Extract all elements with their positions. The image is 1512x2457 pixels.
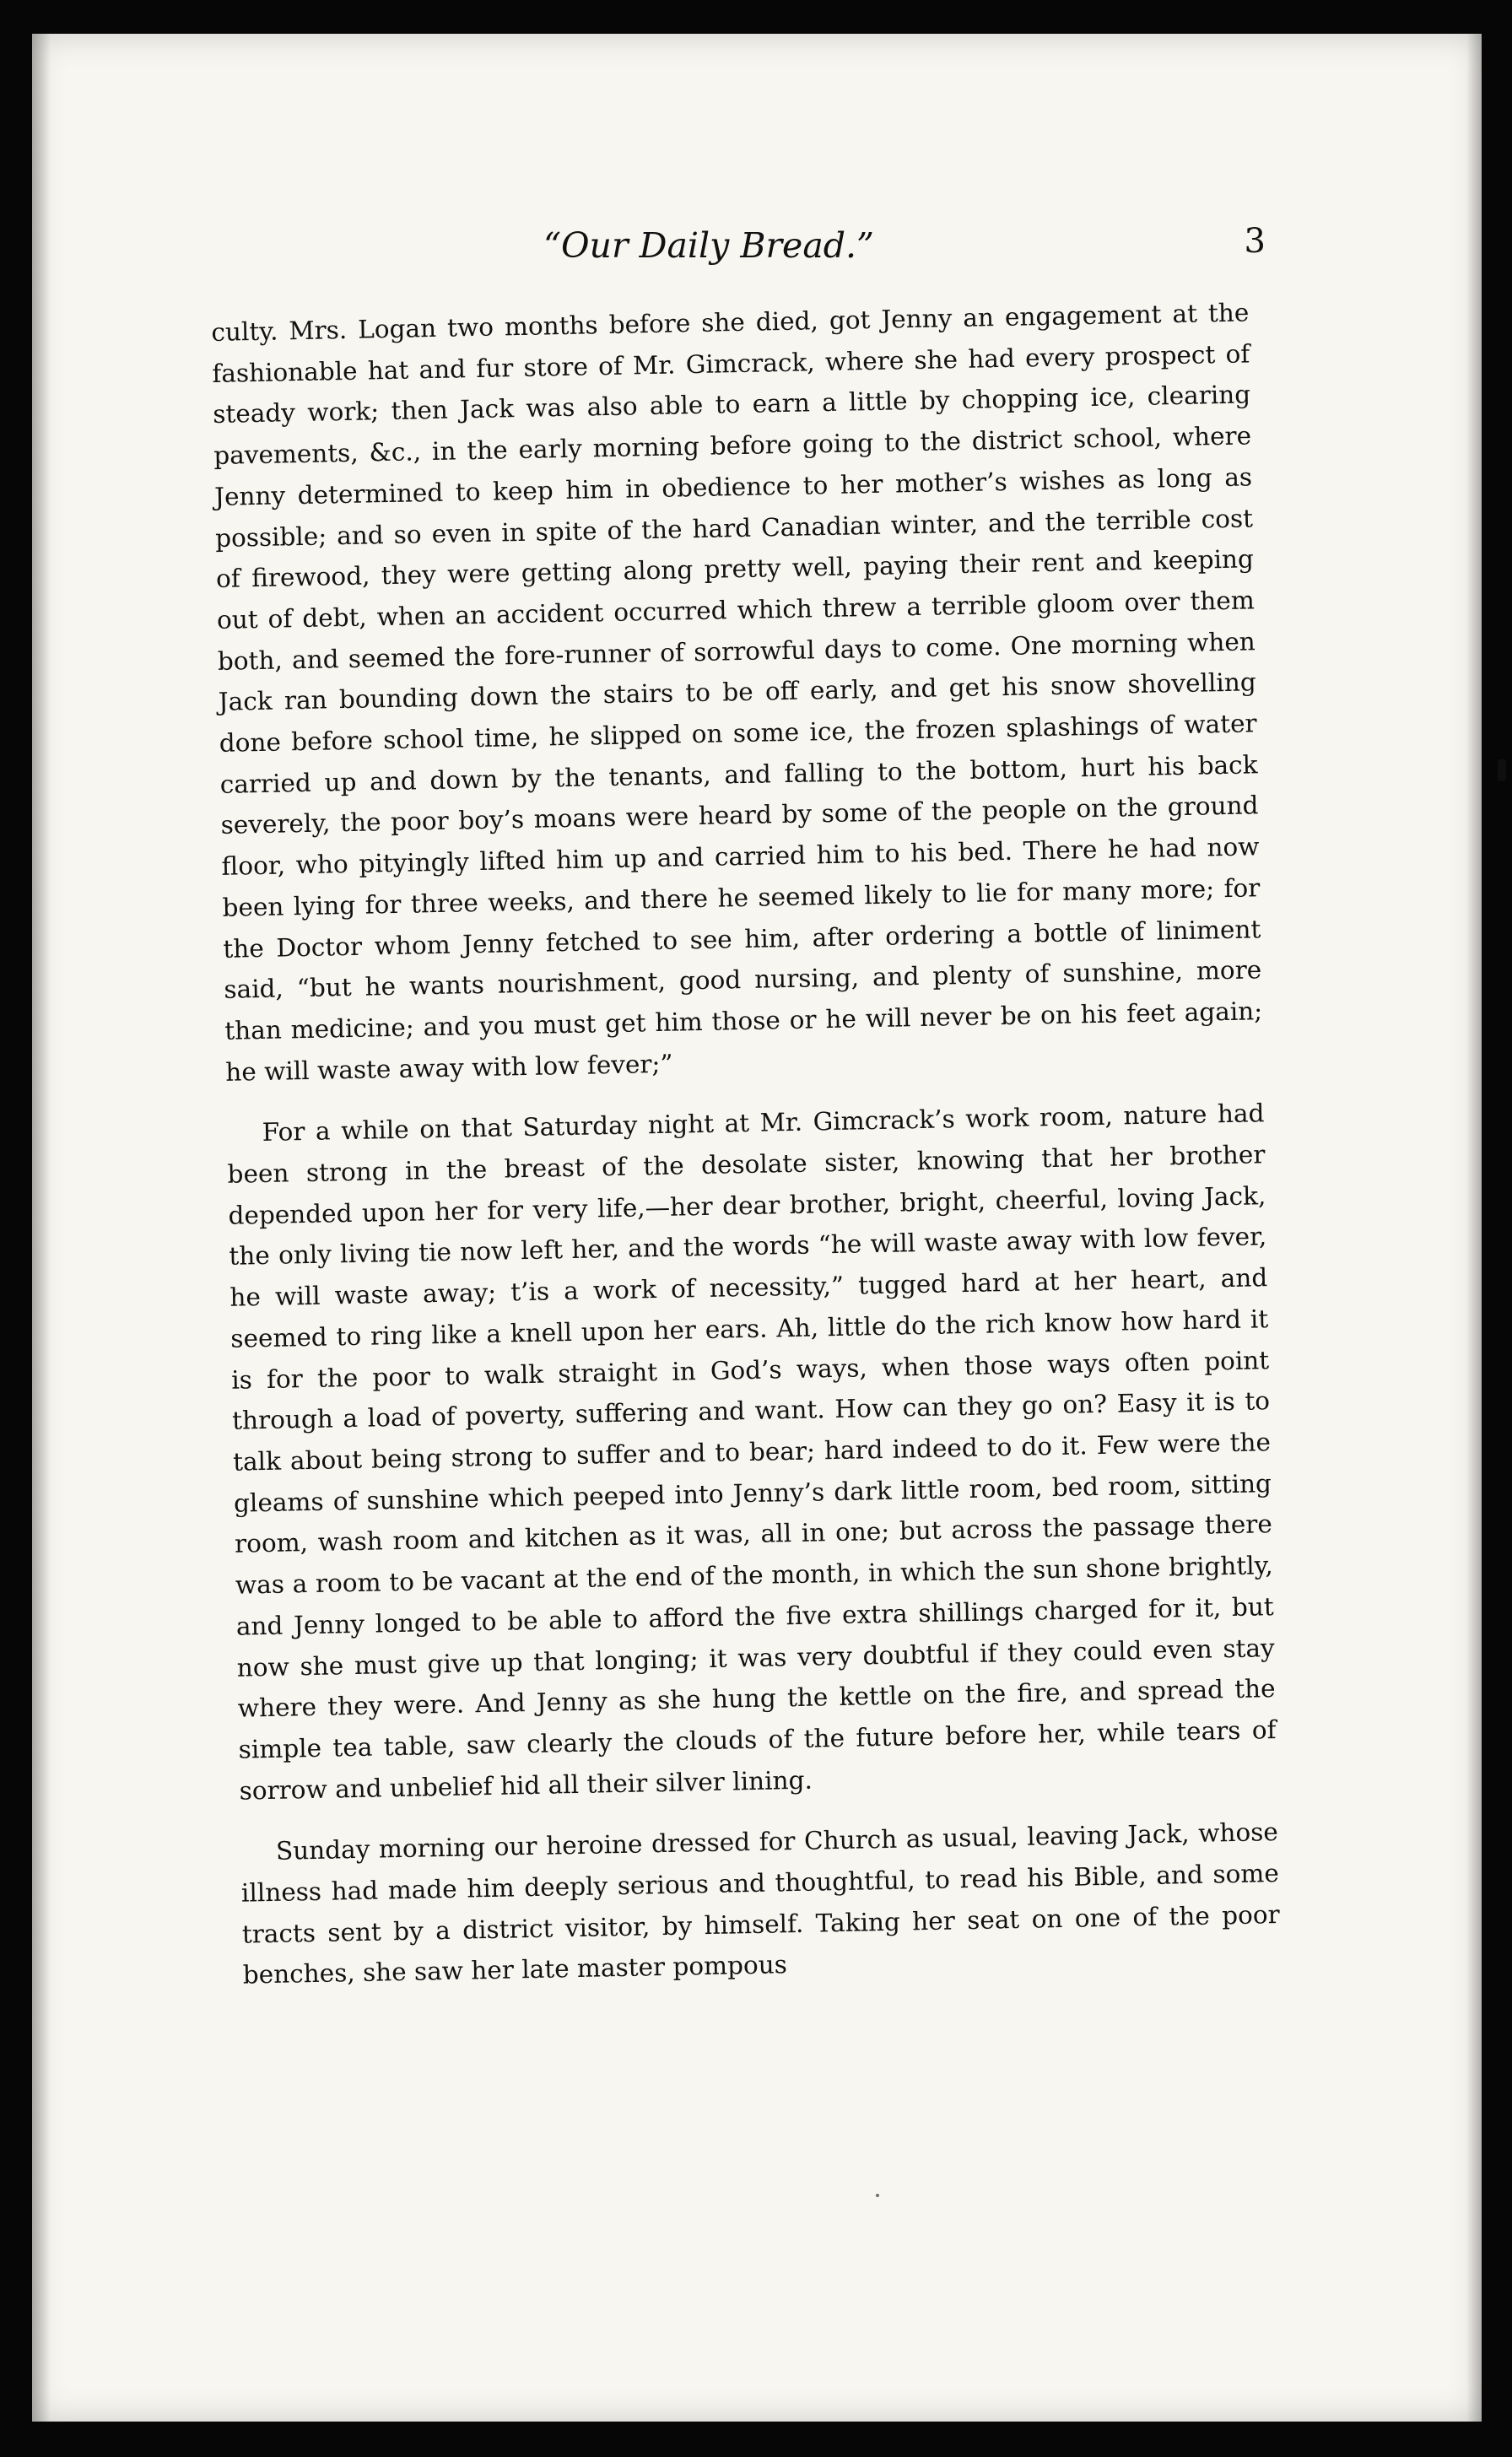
scan-artifact-mark <box>1498 759 1506 781</box>
running-head <box>186 207 1266 283</box>
page-left-shadow <box>32 34 51 2422</box>
paragraph-3: Sunday morning our heroine dressed for Church as usual, leaving Jack, whose illness had made him deeply serious and thoughtful, to read his Bible, and some tracts sent by a district visitor, by himself. Taking her seat on one of the poor benches, she saw her late master pompous <box>240 1817 1281 1990</box>
running-head-title: “Our Daily Bread.” <box>543 225 875 266</box>
paragraph-2: For a while on that Saturday night at Mr. Gimcrack’s work room, nature had been strong in the breast of the desolate sister, knowing that her brother depended upon her for very life,—her dear brother, bright, cheerful, loving Jack, the only living tie now left her, and the words “he will waste away with low fever, he will waste away; t’is a work of necessity,” tugged hard at her heart, and seemed to ring like a knell upon her ears. Ah, little do the rich know how hard it is for the poor to walk straight in God’s ways, when those ways often point through a load of poverty, suffering and want. How can they go on? Easy it is to talk about being strong to suffer and to bear; hard indeed to do it. Few were the gleams of sunshine which peeped into Jenny’s dark little room, bed room, sitting room, wash room and kitchen as it was, all in one; but across the passage there was a room to be vacant at the end of the month, in which the sun shone brightly, and Jenny longed to be able to afford the five extra shillings charged for it, but now she must give up that longing; it was very doubtful if they could even stay where they were. And Jenny as she hung the kettle on the fire, and spread the simple tea table, saw clearly the clouds of the future before her, while tears of sorrow and unbelief hid all their silver lining. <box>227 1099 1277 1806</box>
page-right-shadow <box>1466 34 1482 2422</box>
body-text <box>211 292 1281 1995</box>
scan-dust-speck <box>876 2194 879 2197</box>
paragraph-1: culty. Mrs. Logan two months before she died, got Jenny an engagement at the fashionable hat and fur store of Mr. Gimcrack, where she had every prospect of steady work; then Jack was also able to earn a little by chopping ice, clearing pavements, &c., in the early morning before going to the district school, where Jenny determined to keep him in obedience to her mother’s wishes as long as possible; and so even in spite of the hard Canadian winter, and the terrible cost of firewood, they were getting along pretty well, paying their rent and keeping out of debt, when an accident occurred which threw a terrible gloom over them both, and seemed the fore-runner of sorrowful days to come. One morning when Jack ran bounding down the stairs to be off early, and get his snow shovelling done before school time, he slipped on some ice, the frozen splashings of water carried up and down by the tenants, and falling to the bottom, hurt his back severely, the poor boy’s moans were heard by some of the people on the ground floor, who pityingly lifted him up and carried him to his bed. There he had now been lying for three weeks, and there he seemed likely to lie for many more; for the Doctor whom Jenny fetched to see him, after ordering a bottle of liniment said, “but he wants nourishment, good nursing, and plenty of sunshine, more than medicine; and you must get him those or he will never be on his feet again; he will waste away with low fever;” <box>211 298 1263 1087</box>
page-number: 3 <box>1244 222 1266 261</box>
